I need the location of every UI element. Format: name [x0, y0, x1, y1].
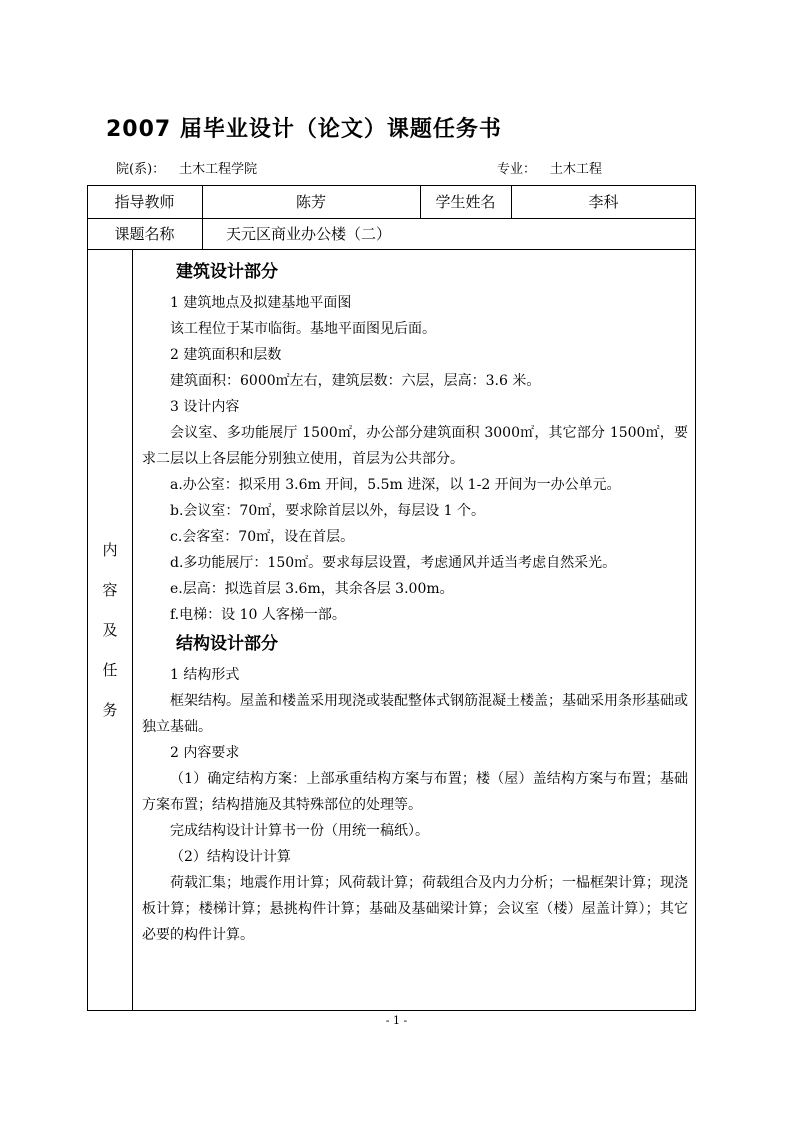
column-divider	[132, 249, 133, 1011]
content-paragraph: 1 建筑地点及拟建基地平面图	[170, 295, 352, 311]
topic-label: 课题名称	[114, 225, 175, 243]
content-paragraph: 3 设计内容	[170, 399, 240, 415]
content-paragraph: （2）结构设计计算	[170, 849, 291, 865]
advisor-label: 指导教师	[114, 193, 175, 211]
architecture-heading: 建筑设计部分	[176, 262, 278, 282]
content-paragraph: 会议室、多功能展厅 1500㎡，办公部分建筑面积 3000㎡，其它部分 1500㎡，要求二层以上各层能分别独立使用，首层为公共部分。	[142, 425, 688, 467]
content-paragraph: 该工程位于某市临街。基地平面图见后面。	[170, 321, 436, 337]
content-paragraph: 建筑面积：6000㎡左右，建筑层数：六层，层高：3.6 米。	[170, 373, 541, 389]
side-char: 任	[102, 661, 118, 679]
content-paragraph: 2 建筑面积和层数	[170, 347, 282, 363]
content-paragraph: 框架结构。屋盖和楼盖采用现浇或装配整体式钢筋混凝土楼盖；基础采用条形基础或独立基础。	[142, 693, 688, 735]
department-label: 院(系)：	[116, 162, 166, 177]
student-label: 学生姓名	[435, 193, 496, 211]
student-name: 李科	[588, 193, 619, 211]
content-paragraph: 1 结构形式	[170, 667, 240, 683]
major-value: 土木工程	[550, 162, 603, 177]
content-paragraph: c.会客室：70㎡，设在首层。	[170, 529, 355, 545]
structure-heading: 结构设计部分	[176, 634, 278, 654]
content-paragraph: 荷载汇集；地震作用计算；风荷载计算；荷载组合及内力分析；一榀框架计算；现浇板计算；楼梯计算；悬挑构件计算；基础及基础梁计算；会议室（楼）屋盖计算）；其它必要的构件计算。	[142, 875, 688, 943]
page-number: - 1 -	[385, 1014, 408, 1027]
content-and-tasks-label	[88, 540, 132, 740]
content-paragraph: b.会议室：70㎡，要求除首层以外，每层设 1 个。	[170, 503, 486, 519]
major-label: 专业：	[497, 162, 537, 177]
department-line	[116, 160, 257, 180]
department-value: 土木工程学院	[179, 162, 258, 177]
content-paragraph: 2 内容要求	[170, 745, 240, 761]
content-paragraph: f.电梯：设 10 人客梯一部。	[170, 607, 346, 623]
advisor-name: 陈芳	[295, 193, 326, 211]
content-paragraph: e.层高：拟选首层 3.6m，其余各层 3.00m。	[170, 581, 454, 597]
side-char: 及	[102, 621, 118, 639]
content-paragraph: 完成结构设计计算书一份（用统一稿纸）。	[170, 823, 429, 839]
content-paragraph: d.多功能展厅：150㎡。要求每层设置，考虑通风并适当考虑自然采光。	[170, 555, 617, 571]
side-char: 内	[102, 541, 118, 559]
content-paragraph: （1）确定结构方案：上部承重结构方案与布置；楼（屋）盖结构方案与布置；基础方案布置；结构措施及其特殊部位的处理等。	[142, 771, 688, 813]
topic-name: 天元区商业办公楼（二）	[226, 225, 392, 243]
row-divider	[87, 249, 696, 250]
row-divider	[87, 218, 696, 219]
side-char: 容	[102, 581, 118, 599]
document-title: 2007 届毕业设计（论文）课题任务书	[106, 117, 502, 142]
task-content	[142, 256, 688, 948]
major-line	[497, 160, 602, 180]
content-paragraph: a.办公室：拟采用 3.6m 开间，5.5m 进深，以 1-2 开间为一办公单元。	[170, 477, 621, 493]
side-char: 务	[102, 701, 118, 719]
